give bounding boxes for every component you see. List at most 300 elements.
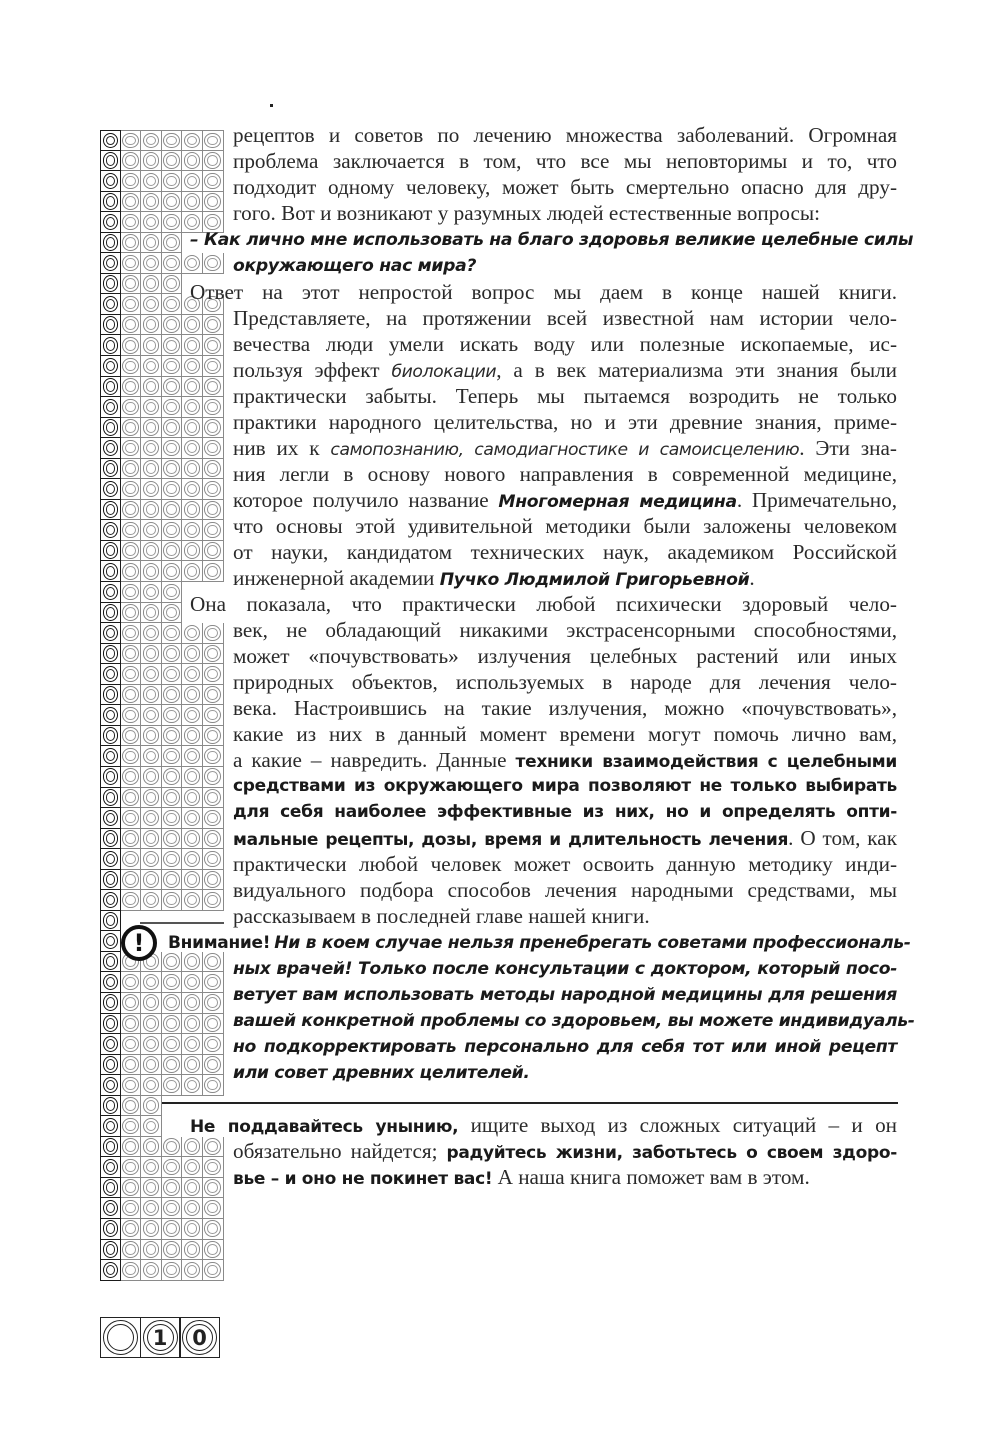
circle-cell-icon <box>162 335 183 356</box>
circle-cell-icon <box>100 1198 121 1219</box>
circle-cell-icon <box>121 315 142 336</box>
circle-cell-icon <box>100 356 121 377</box>
circle-cell-icon <box>100 130 121 151</box>
circle-cell-icon <box>162 1075 183 1096</box>
circle-cell-icon <box>203 356 224 377</box>
circle-cell-icon <box>203 664 224 685</box>
grid-row <box>100 746 224 767</box>
circle-cell-icon <box>121 192 142 213</box>
circle-cell-icon <box>182 1260 203 1281</box>
circle-cell-icon <box>162 767 183 788</box>
circle-cell-icon <box>100 623 121 644</box>
circle-cell-icon <box>182 253 203 274</box>
circle-cell-icon <box>100 993 121 1014</box>
circle-cell-icon <box>203 705 224 726</box>
circle-cell-icon <box>100 274 121 295</box>
circle-cell-icon <box>203 335 224 356</box>
circle-cell-icon <box>162 274 183 295</box>
circle-cell-icon <box>100 438 121 459</box>
circle-cell-icon <box>203 459 224 480</box>
text-line: природных объектов, используемых в народе для лечения чело- <box>233 670 897 694</box>
grid-row <box>100 541 224 562</box>
text-span: ищите выход из сложных ситуаций – и он <box>458 1113 898 1137</box>
text-line <box>233 1138 897 1164</box>
circle-cell-icon <box>121 274 142 295</box>
circle-cell-icon <box>141 130 162 151</box>
circle-cell-icon <box>121 233 142 254</box>
circle-cell-icon <box>141 520 162 541</box>
circle-cell-icon <box>121 541 142 562</box>
circle-cell-icon <box>162 1137 183 1158</box>
circle-cell-icon <box>162 356 183 377</box>
circle-cell-icon <box>100 541 121 562</box>
circle-cell-icon <box>100 1096 121 1117</box>
circle-cell-icon <box>141 212 162 233</box>
circle-cell-icon <box>162 151 183 172</box>
circle-cell-icon <box>141 1260 162 1281</box>
circle-cell-icon <box>121 746 142 767</box>
circle-cell-icon <box>182 788 203 809</box>
text-span: А наша книга поможет вам в этом. <box>492 1165 810 1189</box>
grid-row <box>100 870 224 891</box>
circle-cell-icon <box>162 1014 183 1035</box>
circle-cell-icon <box>162 1260 183 1281</box>
circle-cell-icon <box>141 315 162 336</box>
section-divider <box>162 1102 898 1104</box>
circle-cell-icon <box>100 829 121 850</box>
bold-span: мальные рецепты, дозы, время и длительность лечения <box>233 830 789 850</box>
circle-cell-icon <box>162 438 183 459</box>
circle-cell-icon <box>203 1260 224 1281</box>
circle-cell-icon <box>141 1116 162 1137</box>
circle-cell-icon <box>121 171 142 192</box>
circle-cell-icon <box>141 253 162 274</box>
grid-row <box>100 829 224 850</box>
circle-cell-icon <box>141 726 162 747</box>
circle-cell-icon <box>121 335 142 356</box>
circle-cell-icon <box>182 335 203 356</box>
grid-row <box>100 1137 224 1158</box>
grid-row <box>100 623 224 644</box>
circle-cell-icon <box>182 972 203 993</box>
circle-cell-icon <box>203 171 224 192</box>
circle-cell-icon <box>100 377 121 398</box>
grid-row <box>100 397 224 418</box>
text-span: . Эти зна- <box>799 436 897 460</box>
circle-cell-icon <box>141 1096 162 1117</box>
circle-cell-icon <box>203 1055 224 1076</box>
term-multidimensional-medicine: Многомерная медицина <box>498 492 737 512</box>
circle-cell-icon <box>141 294 162 315</box>
text-span: а какие – навредить. Данные <box>233 748 516 772</box>
circle-cell-icon <box>100 746 121 767</box>
grid-row <box>100 253 224 274</box>
circle-cell-icon <box>121 520 142 541</box>
circle-cell-icon <box>100 870 121 891</box>
grid-row <box>100 192 224 213</box>
grid-row <box>100 500 224 521</box>
circle-cell-icon <box>121 993 142 1014</box>
circle-cell-icon <box>121 685 142 706</box>
circle-cell-icon <box>203 788 224 809</box>
circle-cell-icon <box>182 890 203 911</box>
circle-cell-icon <box>203 685 224 706</box>
circle-cell-icon <box>121 808 142 829</box>
circle-cell-icon <box>100 685 121 706</box>
circle-cell-icon <box>100 459 121 480</box>
circle-cell-icon <box>182 726 203 747</box>
circle-cell-icon <box>100 294 121 315</box>
warning-divider <box>140 922 224 924</box>
circle-cell-icon <box>100 212 121 233</box>
text-line: какие из них в данный момент времени могут помочь лично вам, <box>233 722 897 746</box>
circle-cell-icon <box>121 294 142 315</box>
circle-cell-icon <box>141 993 162 1014</box>
text-line <box>233 435 897 461</box>
circle-cell-icon <box>121 356 142 377</box>
circle-cell-icon <box>162 418 183 439</box>
circle-cell-icon <box>100 849 121 870</box>
circle-cell-icon <box>182 644 203 665</box>
circle-cell-icon <box>203 644 224 665</box>
circle-cell-icon <box>100 479 121 500</box>
circle-cell-icon <box>100 397 121 418</box>
circle-cell-icon <box>141 1198 162 1219</box>
circle-cell-icon <box>121 1096 142 1117</box>
grid-row <box>100 993 224 1014</box>
circle-cell-icon <box>182 315 203 336</box>
circle-cell-icon <box>121 644 142 665</box>
circle-cell-icon <box>203 561 224 582</box>
text-line: ния легли в основу нового направления в современной медицине, <box>233 462 897 486</box>
circle-cell-icon <box>121 397 142 418</box>
circle-cell-icon <box>121 500 142 521</box>
circle-cell-icon <box>182 171 203 192</box>
circle-cell-icon <box>141 561 162 582</box>
grid-row <box>100 438 224 459</box>
circle-cell-icon <box>203 418 224 439</box>
circle-cell-icon <box>141 1075 162 1096</box>
circle-cell-icon <box>141 644 162 665</box>
text-line-bold: для себя наиболее эффективные из них, но и определять опти- <box>233 802 897 822</box>
grid-row <box>100 664 224 685</box>
text-line: от науки, кандидатом технических наук, академиком Российской <box>233 540 897 564</box>
circle-cell-icon <box>100 582 121 603</box>
circle-cell-icon <box>182 1137 203 1158</box>
circle-cell-icon <box>182 192 203 213</box>
circle-cell-icon <box>100 644 121 665</box>
circle-cell-icon <box>100 1034 121 1055</box>
text-line: может «почувствовать» излучения целебных растений или иных <box>233 644 897 668</box>
circle-cell-icon <box>121 212 142 233</box>
circle-cell-icon <box>203 541 224 562</box>
grid-row <box>100 130 224 151</box>
circle-cell-icon <box>162 171 183 192</box>
circle-cell-icon <box>141 1219 162 1240</box>
author-name: Пучко Людмилой Григорьевной <box>439 570 750 590</box>
circle-cell-icon <box>141 664 162 685</box>
circle-cell-icon <box>203 1014 224 1035</box>
text-span: пользуя эффект <box>233 358 392 382</box>
stray-dot <box>270 104 273 107</box>
circle-cell-icon <box>182 541 203 562</box>
circle-cell-icon <box>141 705 162 726</box>
circle-cell-icon <box>121 479 142 500</box>
warning-line: но подкорректировать персонально для себя тот или иной рецепт <box>233 1037 897 1057</box>
circle-cell-icon <box>182 1055 203 1076</box>
circle-cell-icon <box>182 705 203 726</box>
circle-cell-icon <box>121 870 142 891</box>
circle-cell-icon <box>162 623 183 644</box>
circle-cell-icon <box>203 890 224 911</box>
grid-row <box>100 1260 224 1281</box>
circle-cell-icon <box>162 192 183 213</box>
grid-row <box>100 705 224 726</box>
grid-row <box>100 1219 224 1240</box>
circle-cell-icon <box>182 870 203 891</box>
grid-row <box>100 151 224 172</box>
circle-cell-icon <box>100 500 121 521</box>
circle-cell-icon <box>121 582 142 603</box>
circle-cell-icon <box>100 253 121 274</box>
circle-cell-icon <box>121 151 142 172</box>
circle-cell-icon <box>182 1178 203 1199</box>
circle-cell-icon <box>162 890 183 911</box>
circle-cell-icon <box>121 1198 142 1219</box>
circle-cell-icon <box>182 151 203 172</box>
warning-line: или совет древних целителей. <box>233 1063 530 1083</box>
circle-cell-icon <box>121 1116 142 1137</box>
circle-cell-icon <box>141 623 162 644</box>
circle-cell-icon <box>162 644 183 665</box>
circle-cell-icon <box>100 520 121 541</box>
circle-cell-icon <box>203 1198 224 1219</box>
circle-cell-icon <box>141 356 162 377</box>
circle-cell-icon <box>162 520 183 541</box>
circle-cell-icon <box>100 418 121 439</box>
circle-cell-icon <box>182 438 203 459</box>
circle-cell-icon <box>162 212 183 233</box>
circle-cell-icon <box>100 1219 121 1240</box>
circle-cell-icon <box>100 1240 121 1261</box>
circle-cell-icon <box>203 1034 224 1055</box>
circle-cell-icon <box>121 377 142 398</box>
circle-cell-icon <box>121 603 142 624</box>
text-line: век, не обладающий никакими экстрасенсорными способностями, <box>233 618 897 642</box>
circle-cell-icon <box>100 1075 121 1096</box>
circle-cell-icon <box>141 1240 162 1261</box>
circle-cell-icon <box>182 1219 203 1240</box>
emphasis-self-healing: самопознанию, самодиагностике и самоисцелению <box>330 440 800 460</box>
circle-cell-icon <box>100 705 121 726</box>
circle-cell-icon <box>203 870 224 891</box>
circle-cell-icon <box>203 520 224 541</box>
circle-cell-icon <box>203 993 224 1014</box>
circle-cell-icon <box>162 541 183 562</box>
circle-cell-icon <box>121 418 142 439</box>
grid-row <box>100 335 224 356</box>
circle-cell-icon <box>121 1178 142 1199</box>
circle-cell-icon <box>141 438 162 459</box>
circle-cell-icon <box>141 459 162 480</box>
circle-cell-icon <box>141 890 162 911</box>
text-line: проблема заключается в том, что все мы неповторимы и то, что <box>233 149 897 173</box>
grid-row <box>100 561 224 582</box>
bold-span: техники взаимодействия с целебными <box>515 752 897 772</box>
circle-cell-icon <box>121 130 142 151</box>
circle-cell-icon <box>121 767 142 788</box>
circle-cell-icon <box>162 479 183 500</box>
circle-cell-icon <box>141 829 162 850</box>
circle-cell-icon <box>182 808 203 829</box>
circle-cell-icon <box>162 1034 183 1055</box>
circle-cell-icon <box>203 192 224 213</box>
text-line <box>233 487 897 513</box>
circle-cell-icon <box>121 726 142 747</box>
circle-cell-icon <box>100 767 121 788</box>
circle-cell-icon <box>162 397 183 418</box>
text-line: гого. Вот и возникают у разумных людей естественные вопросы: <box>233 201 820 225</box>
circle-cell-icon <box>203 479 224 500</box>
circle-cell-icon <box>182 459 203 480</box>
circle-cell-icon <box>100 911 121 932</box>
circle-cell-icon <box>141 849 162 870</box>
circle-cell-icon <box>162 561 183 582</box>
text-line <box>190 1112 897 1138</box>
grid-row <box>100 1034 224 1055</box>
circle-cell-icon <box>141 972 162 993</box>
circle-cell-icon <box>141 377 162 398</box>
circle-cell-icon <box>121 972 142 993</box>
circle-cell-icon <box>121 1260 142 1281</box>
text-span: . Примечательно, <box>736 488 897 512</box>
circle-cell-icon <box>162 993 183 1014</box>
exclamation-circle-icon: ! <box>121 925 157 961</box>
circle-cell-icon <box>100 171 121 192</box>
circle-cell-icon <box>121 829 142 850</box>
text-span: обязательно найдется; <box>233 1139 447 1163</box>
circle-cell-icon <box>182 829 203 850</box>
circle-cell-icon <box>121 705 142 726</box>
circle-cell-icon <box>203 500 224 521</box>
circle-cell-icon <box>182 767 203 788</box>
page-digit: 0 <box>192 1325 207 1350</box>
circle-cell-icon <box>141 479 162 500</box>
circle-cell-icon <box>121 561 142 582</box>
circle-cell-icon <box>100 335 121 356</box>
circle-cell-icon <box>100 931 121 952</box>
circle-cell-icon <box>203 1157 224 1178</box>
text-span: которое получило название <box>233 488 499 512</box>
grid-row <box>100 315 224 336</box>
grid-row <box>100 520 224 541</box>
warning-label: Внимание! <box>168 933 271 953</box>
circle-cell-icon <box>141 746 162 767</box>
circle-cell-icon <box>203 1219 224 1240</box>
circle-cell-icon <box>182 993 203 1014</box>
circle-cell-icon <box>162 972 183 993</box>
circle-cell-icon <box>162 582 183 603</box>
circle-cell-icon <box>162 1178 183 1199</box>
text-line: Ответ на этот непростой вопрос мы даем в конце нашей книги. <box>190 280 897 304</box>
warning-line <box>168 930 911 956</box>
circle-cell-icon <box>203 767 224 788</box>
circle-cell-icon <box>121 1137 142 1158</box>
grid-row <box>100 459 224 480</box>
bold-span: вье – и оно не покинет вас! <box>233 1169 493 1189</box>
grid-row <box>100 1014 224 1035</box>
circle-cell-icon <box>203 972 224 993</box>
circle-cell-icon <box>100 233 121 254</box>
grid-row <box>100 1198 224 1219</box>
circle-cell-icon <box>182 418 203 439</box>
circle-cell-icon <box>203 1178 224 1199</box>
circle-cell-icon <box>162 746 183 767</box>
circle-cell-icon <box>203 1240 224 1261</box>
circle-cell-icon <box>162 788 183 809</box>
circle-cell-icon <box>141 233 162 254</box>
text-line: рецептов и советов по лечению множества заболеваний. Огромная <box>233 123 897 147</box>
circle-cell-icon <box>182 849 203 870</box>
circle-cell-icon <box>141 788 162 809</box>
circle-cell-icon <box>162 870 183 891</box>
circle-cell-icon <box>141 767 162 788</box>
circle-cell-icon <box>141 808 162 829</box>
circle-cell-icon <box>203 1075 224 1096</box>
circle-cell-icon <box>100 315 121 336</box>
circle-cell-icon <box>182 746 203 767</box>
text-span: нив их к <box>233 436 331 460</box>
circle-cell-icon <box>100 1137 121 1158</box>
circle-cell-icon <box>182 561 203 582</box>
grid-row <box>100 418 224 439</box>
circle-cell-icon <box>162 377 183 398</box>
grid-row <box>100 1075 224 1096</box>
page-number-cell <box>140 1317 181 1358</box>
circle-cell-icon <box>162 294 183 315</box>
circle-cell-icon <box>121 623 142 644</box>
grid-row <box>100 644 224 665</box>
circle-cell-icon <box>141 151 162 172</box>
circle-cell-icon <box>121 788 142 809</box>
circle-cell-icon <box>162 315 183 336</box>
grid-row <box>100 377 224 398</box>
grid-row <box>100 726 224 747</box>
grid-row <box>100 788 224 809</box>
circle-cell-icon <box>162 1055 183 1076</box>
circle-cell-icon <box>182 664 203 685</box>
page-digit: 1 <box>152 1325 168 1350</box>
circle-cell-icon <box>182 397 203 418</box>
circle-cell-icon <box>203 1137 224 1158</box>
circle-cell-icon <box>141 1137 162 1158</box>
circle-cell-icon <box>141 603 162 624</box>
circle-cell-icon <box>162 500 183 521</box>
circle-cell-icon <box>141 500 162 521</box>
circle-cell-icon <box>203 746 224 767</box>
circle-cell-icon <box>100 952 121 973</box>
grid-row <box>100 1178 224 1199</box>
circle-cell-icon <box>162 459 183 480</box>
circle-cell-icon <box>100 664 121 685</box>
circle-cell-icon <box>203 849 224 870</box>
text-line: вечества люди умели искать воду или полезные ископаемые, ис- <box>233 332 897 356</box>
text-line: века. Настроившись на такие излучения, можно «почувствовать», <box>233 696 897 720</box>
grid-row <box>100 1157 224 1178</box>
circle-cell-icon <box>203 253 224 274</box>
circle-cell-icon <box>121 459 142 480</box>
circle-cell-icon <box>121 1014 142 1035</box>
